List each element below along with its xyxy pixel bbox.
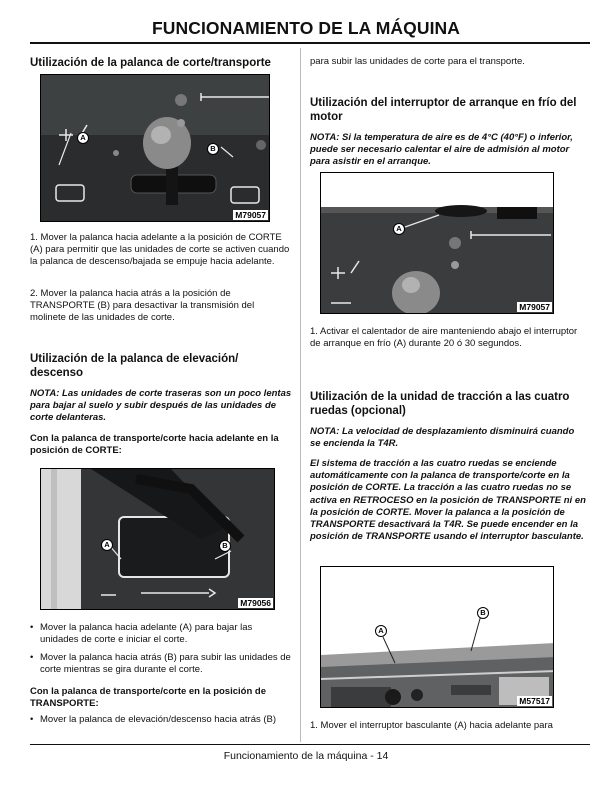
- callout-a: A: [393, 223, 405, 235]
- section-heading-cut-transport: Utilización de la palanca de corte/transporte: [30, 57, 271, 69]
- figure-id: M57517: [519, 696, 550, 706]
- bullet-text: Mover la palanca hacia adelante (A) para bajar las unidades de corte e iniciar el corte.: [40, 622, 253, 646]
- note: El sistema de tracción a las cuatro ruedas se enciende automáticamente con la palanca de transporte/corte en la posición de CORTE. La tracción a las cuatro ruedas no se activa en RETROCESO en la posición de TRANSPORTE ni en la posición de CORTE. Mover la palanca a la posición de TRANSPORTE desactivará la T4R. Se puede encender en la posición de TRANSPORTE usando el interruptor basculante.: [310, 458, 586, 543]
- step-1: 1. Mover la palanca hacia adelante a la posición de CORTE (A) para permitir que las unidades de corte se activen cuando la palanca de descenso/bajada se empuje hacia adelante.: [30, 232, 290, 268]
- step-1: 1. Mover el interruptor basculante (A) hacia adelante para: [310, 720, 553, 731]
- callout-a: A: [77, 132, 89, 144]
- title-rule: [30, 42, 590, 44]
- page-title: FUNCIONAMIENTO DE LA MÁQUINA: [151, 18, 461, 38]
- photo-rocker-switch: [320, 566, 554, 708]
- bullet-item: [30, 714, 292, 726]
- note: NOTA: Las unidades de corte traseras son un poco lentas para bajar al suelo y subir después de las unidades de corte delanteras.: [30, 388, 292, 424]
- page-footer: Funcionamiento de la máquina - 14: [223, 750, 389, 762]
- figure-id: M79056: [240, 598, 271, 608]
- section-heading-4wd: Utilización de la unidad de tracción a las cuatro ruedas (opcional): [310, 391, 570, 417]
- bullet-dot: •: [30, 714, 34, 725]
- photo-raise-lower-lever: [40, 468, 275, 610]
- subheading-cut-position: Con la palanca de transporte/corte hacia adelante en la posición de CORTE:: [30, 433, 279, 457]
- bullet-dot: •: [30, 622, 34, 633]
- callout-b: B: [207, 143, 219, 155]
- bullet-item: [30, 622, 292, 646]
- callout-a: A: [375, 625, 387, 637]
- column-divider: [300, 48, 301, 742]
- photo-cut-transport-lever: [40, 74, 270, 222]
- section-heading-raise-lower: Utilización de la palanca de elevación/ descenso: [30, 353, 239, 379]
- section-heading-cold-start: Utilización del interruptor de arranque en frío del motor: [310, 97, 577, 123]
- note: NOTA: La velocidad de desplazamiento disminuirá cuando se encienda la T4R.: [310, 426, 575, 450]
- figure-id: M79057: [235, 210, 266, 220]
- continued-text: para subir las unidades de corte para el transporte.: [310, 56, 525, 67]
- bullet-dot: •: [30, 652, 34, 663]
- note: NOTA: Si la temperatura de aire es de 4°C (40°F) o inferior, puede ser necesario calentar el aire de admisión al motor para asistir en el arranque.: [310, 132, 573, 168]
- callout-b: B: [219, 540, 231, 552]
- footer-rule: [30, 744, 590, 745]
- subheading-transport-position: Con la palanca de transporte/corte en la posición de TRANSPORTE:: [30, 686, 266, 710]
- photo-cold-start-switch: [320, 172, 554, 314]
- figure-id: M79057: [519, 302, 550, 312]
- step-2: 2. Mover la palanca hacia atrás a la posición de TRANSPORTE (B) para desactivar la transmisión del molinete de las unidades de corte.: [30, 288, 255, 324]
- bullet-text: Mover la palanca hacia atrás (B) para subir las unidades de corte mientras se gira durante el corte.: [40, 652, 291, 676]
- step-1: 1. Activar el calentador de aire manteniendo abajo el interruptor de arranque en frío (A) durante 20 ó 30 segundos.: [310, 326, 578, 350]
- bullet-item: [30, 652, 292, 676]
- callout-a: A: [101, 539, 113, 551]
- callout-b: B: [477, 607, 489, 619]
- bullet-text: Mover la palanca de elevación/descenso hacia atrás (B): [40, 714, 277, 725]
